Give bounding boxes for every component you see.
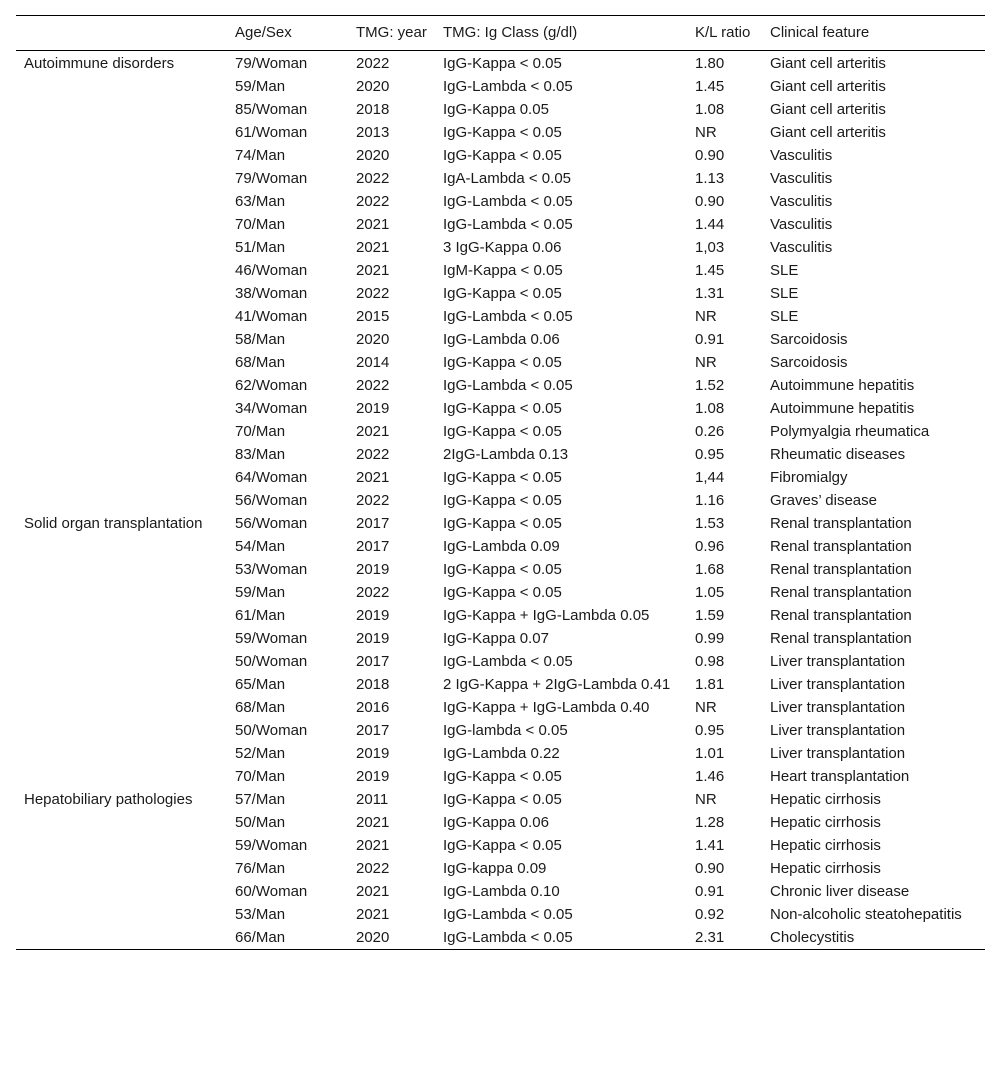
cell-kl-ratio: 1.05	[695, 584, 725, 601]
cell-clinical-feature: Liver transplantation	[770, 722, 906, 739]
cell-ig-class: IgA-Lambda < 0.05	[443, 170, 572, 187]
group-label	[16, 420, 227, 443]
cell-tmg-year: 2022	[356, 193, 390, 210]
cell-ig-class: IgG-Kappa < 0.05	[443, 837, 562, 854]
cell-tmg-year: 2020	[356, 78, 390, 95]
table-row	[16, 420, 985, 443]
cell-kl-ratio: 1.28	[695, 814, 725, 831]
cell-kl-ratio: 0.91	[695, 331, 725, 348]
cell-tmg-year: 2019	[356, 768, 390, 785]
cell-kl-ratio: 0.26	[695, 423, 725, 440]
cell-age-sex: 74/Man	[235, 147, 286, 164]
cell-ig-class: IgG-Kappa < 0.05	[443, 285, 562, 302]
cell-age-sex: 58/Man	[235, 331, 286, 348]
table-row	[16, 167, 985, 190]
group-label	[16, 604, 227, 627]
cell-clinical-feature: Vasculitis	[770, 193, 833, 210]
cell-age-sex: 61/Man	[235, 607, 286, 624]
table-row	[16, 397, 985, 420]
cell-clinical-feature: Hepatic cirrhosis	[770, 837, 881, 854]
cell-age-sex: 50/Woman	[235, 722, 308, 739]
group-label	[16, 190, 227, 213]
cell-age-sex: 59/Man	[235, 584, 286, 601]
group-label	[16, 535, 227, 558]
cell-clinical-feature: Vasculitis	[770, 216, 833, 233]
table-row	[16, 742, 985, 765]
cell-ig-class: IgG-Kappa < 0.05	[443, 791, 562, 808]
cell-ig-class: IgG-Kappa < 0.05	[443, 55, 562, 72]
cell-tmg-year: 2011	[356, 791, 389, 808]
cell-age-sex: 64/Woman	[235, 469, 308, 486]
table-row	[16, 811, 985, 834]
cell-kl-ratio: 1.46	[695, 768, 725, 785]
cell-age-sex: 59/Man	[235, 78, 286, 95]
group-label	[16, 282, 227, 305]
cell-clinical-feature: Giant cell arteritis	[770, 124, 886, 141]
group-label	[16, 121, 227, 144]
cell-clinical-feature: Heart transplantation	[770, 768, 910, 785]
cell-age-sex: 83/Man	[235, 446, 286, 463]
cell-tmg-year: 2014	[356, 354, 390, 371]
cell-kl-ratio: 1,03	[695, 239, 725, 256]
cell-tmg-year: 2021	[356, 262, 390, 279]
cell-clinical-feature: Renal transplantation	[770, 515, 912, 532]
table-row	[16, 190, 985, 213]
group-label	[16, 259, 227, 282]
cell-ig-class: IgG-Lambda 0.22	[443, 745, 560, 762]
table-row	[16, 926, 985, 950]
cell-tmg-year: 2022	[356, 584, 390, 601]
cell-clinical-feature: Liver transplantation	[770, 745, 906, 762]
table-row	[16, 627, 985, 650]
group-label	[16, 926, 227, 950]
cell-kl-ratio: 1.01	[695, 745, 725, 762]
cell-tmg-year: 2017	[356, 515, 390, 532]
cell-clinical-feature: SLE	[770, 308, 799, 325]
cell-tmg-year: 2013	[356, 124, 390, 141]
cell-age-sex: 70/Man	[235, 216, 286, 233]
cell-clinical-feature: Graves’ disease	[770, 492, 877, 509]
cell-ig-class: IgG-Kappa + IgG-Lambda 0.05	[443, 607, 650, 624]
cell-clinical-feature: Renal transplantation	[770, 538, 912, 555]
cell-clinical-feature: Liver transplantation	[770, 699, 906, 716]
cell-age-sex: 68/Man	[235, 354, 286, 371]
cell-ig-class: IgG-Lambda < 0.05	[443, 377, 573, 394]
cell-clinical-feature: Hepatic cirrhosis	[770, 814, 881, 831]
cell-kl-ratio: 1.59	[695, 607, 725, 624]
cell-tmg-year: 2015	[356, 308, 390, 325]
cell-age-sex: 65/Man	[235, 676, 286, 693]
cell-age-sex: 50/Man	[235, 814, 286, 831]
cell-kl-ratio: 1.13	[695, 170, 725, 187]
group-label	[16, 213, 227, 236]
cell-age-sex: 52/Man	[235, 745, 286, 762]
group-label	[16, 351, 227, 374]
cell-clinical-feature: Cholecystitis	[770, 929, 855, 946]
cell-ig-class: IgG-Kappa < 0.05	[443, 400, 562, 417]
group-label	[16, 650, 227, 673]
header-ig-class: TMG: Ig Class (g/dl)	[443, 24, 578, 41]
cell-ig-class: IgG-Kappa < 0.05	[443, 124, 562, 141]
cell-age-sex: 41/Woman	[235, 308, 308, 325]
cell-kl-ratio: 1.53	[695, 515, 725, 532]
cell-ig-class: IgG-Lambda < 0.05	[443, 193, 573, 210]
cell-age-sex: 56/Woman	[235, 492, 308, 509]
table-row	[16, 857, 985, 880]
cell-tmg-year: 2021	[356, 837, 390, 854]
cell-age-sex: 61/Woman	[235, 124, 308, 141]
cell-ig-class: IgG-Lambda < 0.05	[443, 906, 573, 923]
cell-ig-class: IgG-Lambda < 0.05	[443, 216, 573, 233]
table-row	[16, 719, 985, 742]
cell-kl-ratio: 0.99	[695, 630, 725, 647]
cell-ig-class: IgG-Lambda < 0.05	[443, 78, 573, 95]
table-row	[16, 121, 985, 144]
table-body	[16, 51, 985, 950]
cell-tmg-year: 2020	[356, 147, 390, 164]
cell-ig-class: 3 IgG-Kappa 0.06	[443, 239, 562, 256]
group-label	[16, 489, 227, 512]
cell-tmg-year: 2020	[356, 929, 390, 946]
cell-age-sex: 63/Man	[235, 193, 286, 210]
cell-ig-class: 2IgG-Lambda 0.13	[443, 446, 569, 463]
group-label	[16, 374, 227, 397]
table-row	[16, 903, 985, 926]
table-row	[16, 650, 985, 673]
group-label	[16, 98, 227, 121]
cell-kl-ratio: 0.95	[695, 722, 725, 739]
cell-ig-class: IgG-Lambda < 0.05	[443, 653, 573, 670]
group-label: Autoimmune disorders	[24, 55, 175, 72]
patients-table	[16, 15, 985, 950]
cell-age-sex: 85/Woman	[235, 101, 308, 118]
header-age-sex: Age/Sex	[235, 24, 292, 41]
header-group	[16, 16, 227, 51]
table-row	[16, 144, 985, 167]
cell-ig-class: IgG-Kappa 0.05	[443, 101, 549, 118]
cell-age-sex: 79/Woman	[235, 55, 308, 72]
table-row	[16, 98, 985, 121]
group-label	[16, 167, 227, 190]
cell-ig-class: IgG-lambda < 0.05	[443, 722, 568, 739]
cell-age-sex: 57/Man	[235, 791, 286, 808]
cell-age-sex: 79/Woman	[235, 170, 308, 187]
table-row	[16, 236, 985, 259]
cell-kl-ratio: NR	[695, 308, 717, 325]
cell-tmg-year: 2022	[356, 860, 390, 877]
group-label	[16, 328, 227, 351]
cell-ig-class: IgG-Kappa < 0.05	[443, 492, 562, 509]
cell-tmg-year: 2019	[356, 745, 390, 762]
cell-ig-class: IgG-Kappa < 0.05	[443, 768, 562, 785]
table-row	[16, 581, 985, 604]
cell-clinical-feature: SLE	[770, 262, 799, 279]
cell-age-sex: 38/Woman	[235, 285, 308, 302]
cell-kl-ratio: 1.31	[695, 285, 725, 302]
table-row	[16, 466, 985, 489]
cell-ig-class: IgG-Lambda 0.09	[443, 538, 560, 555]
cell-tmg-year: 2021	[356, 906, 390, 923]
cell-tmg-year: 2016	[356, 699, 390, 716]
cell-clinical-feature: Autoimmune hepatitis	[770, 400, 915, 417]
cell-clinical-feature: Non-alcoholic steatohepatitis	[770, 906, 962, 923]
group-label	[16, 144, 227, 167]
cell-kl-ratio: 0.90	[695, 147, 725, 164]
cell-kl-ratio: 0.95	[695, 446, 725, 463]
table-row	[16, 51, 985, 76]
cell-clinical-feature: Hepatic cirrhosis	[770, 860, 881, 877]
cell-kl-ratio: 1,44	[695, 469, 725, 486]
cell-age-sex: 50/Woman	[235, 653, 308, 670]
cell-tmg-year: 2017	[356, 722, 390, 739]
cell-tmg-year: 2018	[356, 101, 390, 118]
cell-age-sex: 53/Man	[235, 906, 286, 923]
cell-age-sex: 59/Woman	[235, 837, 308, 854]
cell-clinical-feature: Liver transplantation	[770, 653, 906, 670]
cell-kl-ratio: 1.08	[695, 400, 725, 417]
group-label	[16, 719, 227, 742]
cell-tmg-year: 2019	[356, 561, 390, 578]
group-label	[16, 443, 227, 466]
cell-clinical-feature: SLE	[770, 285, 799, 302]
group-label	[16, 75, 227, 98]
table-row	[16, 443, 985, 466]
cell-kl-ratio: 1.08	[695, 101, 725, 118]
cell-age-sex: 56/Woman	[235, 515, 308, 532]
cell-clinical-feature: Rheumatic diseases	[770, 446, 906, 463]
table-header	[16, 16, 985, 51]
header-clinical-feature: Clinical feature	[770, 24, 870, 41]
cell-age-sex: 54/Man	[235, 538, 286, 555]
group-label	[16, 765, 227, 788]
header-kl-ratio: K/L ratio	[695, 24, 751, 41]
cell-clinical-feature: Giant cell arteritis	[770, 101, 886, 118]
cell-tmg-year: 2021	[356, 423, 390, 440]
cell-tmg-year: 2018	[356, 676, 390, 693]
table-row	[16, 558, 985, 581]
cell-kl-ratio: NR	[695, 354, 717, 371]
cell-clinical-feature: Giant cell arteritis	[770, 78, 886, 95]
cell-age-sex: 70/Man	[235, 768, 286, 785]
cell-kl-ratio: 0.91	[695, 883, 725, 900]
cell-tmg-year: 2021	[356, 883, 390, 900]
cell-kl-ratio: 1.41	[695, 837, 725, 854]
cell-age-sex: 34/Woman	[235, 400, 308, 417]
cell-kl-ratio: 1.68	[695, 561, 725, 578]
cell-kl-ratio: 1.81	[695, 676, 725, 693]
table-row	[16, 535, 985, 558]
cell-tmg-year: 2021	[356, 469, 390, 486]
table-row	[16, 213, 985, 236]
cell-ig-class: IgG-Lambda 0.10	[443, 883, 560, 900]
cell-tmg-year: 2017	[356, 653, 390, 670]
group-label	[16, 627, 227, 650]
cell-clinical-feature: Sarcoidosis	[770, 331, 848, 348]
group-label: Solid organ transplantation	[24, 515, 203, 532]
cell-age-sex: 60/Woman	[235, 883, 308, 900]
table-row	[16, 696, 985, 719]
group-label	[16, 880, 227, 903]
group-label	[16, 236, 227, 259]
group-label	[16, 857, 227, 880]
cell-clinical-feature: Vasculitis	[770, 170, 833, 187]
table-row	[16, 328, 985, 351]
cell-tmg-year: 2021	[356, 239, 390, 256]
cell-tmg-year: 2019	[356, 630, 390, 647]
cell-ig-class: IgG-Kappa < 0.05	[443, 561, 562, 578]
table-row	[16, 75, 985, 98]
cell-kl-ratio: 1.52	[695, 377, 725, 394]
cell-kl-ratio: 0.96	[695, 538, 725, 555]
header-tmg-year: TMG: year	[356, 24, 427, 41]
cell-tmg-year: 2019	[356, 400, 390, 417]
cell-age-sex: 59/Woman	[235, 630, 308, 647]
cell-age-sex: 46/Woman	[235, 262, 308, 279]
cell-age-sex: 51/Man	[235, 239, 286, 256]
cell-clinical-feature: Polymyalgia rheumatica	[770, 423, 930, 440]
cell-ig-class: IgG-Kappa < 0.05	[443, 584, 562, 601]
table-row	[16, 489, 985, 512]
group-label	[16, 558, 227, 581]
group-label	[16, 834, 227, 857]
cell-clinical-feature: Fibromialgy	[770, 469, 848, 486]
group-label	[16, 397, 227, 420]
cell-ig-class: IgG-Kappa < 0.05	[443, 354, 562, 371]
cell-age-sex: 70/Man	[235, 423, 286, 440]
cell-clinical-feature: Vasculitis	[770, 239, 833, 256]
cell-tmg-year: 2022	[356, 170, 390, 187]
cell-ig-class: 2 IgG-Kappa + 2IgG-Lambda 0.41	[443, 676, 671, 693]
cell-ig-class: IgG-Lambda < 0.05	[443, 929, 573, 946]
cell-tmg-year: 2021	[356, 216, 390, 233]
cell-tmg-year: 2022	[356, 377, 390, 394]
group-label	[16, 581, 227, 604]
cell-kl-ratio: 1.45	[695, 78, 725, 95]
cell-clinical-feature: Sarcoidosis	[770, 354, 848, 371]
cell-clinical-feature: Giant cell arteritis	[770, 55, 886, 72]
cell-age-sex: 68/Man	[235, 699, 286, 716]
group-label	[16, 903, 227, 926]
cell-tmg-year: 2019	[356, 607, 390, 624]
cell-age-sex: 62/Woman	[235, 377, 308, 394]
cell-kl-ratio: 0.90	[695, 193, 725, 210]
cell-ig-class: IgG-Kappa 0.06	[443, 814, 549, 831]
cell-tmg-year: 2022	[356, 446, 390, 463]
cell-kl-ratio: 1.80	[695, 55, 725, 72]
table-row	[16, 305, 985, 328]
table-row	[16, 880, 985, 903]
table-row	[16, 788, 985, 811]
cell-kl-ratio: NR	[695, 699, 717, 716]
group-label	[16, 696, 227, 719]
cell-clinical-feature: Liver transplantation	[770, 676, 906, 693]
cell-clinical-feature: Hepatic cirrhosis	[770, 791, 881, 808]
cell-ig-class: IgG-Kappa < 0.05	[443, 147, 562, 164]
group-label	[16, 811, 227, 834]
cell-clinical-feature: Vasculitis	[770, 147, 833, 164]
cell-kl-ratio: 2.31	[695, 929, 725, 946]
cell-ig-class: IgG-Kappa < 0.05	[443, 423, 562, 440]
cell-ig-class: IgG-Lambda < 0.05	[443, 308, 573, 325]
group-label	[16, 466, 227, 489]
cell-kl-ratio: 0.98	[695, 653, 725, 670]
cell-age-sex: 66/Man	[235, 929, 286, 946]
cell-ig-class: IgG-Kappa < 0.05	[443, 469, 562, 486]
cell-ig-class: IgG-kappa 0.09	[443, 860, 547, 877]
table-row	[16, 374, 985, 397]
table-row	[16, 282, 985, 305]
cell-kl-ratio: 0.90	[695, 860, 725, 877]
cell-ig-class: IgM-Kappa < 0.05	[443, 262, 563, 279]
cell-kl-ratio: 1.45	[695, 262, 725, 279]
cell-ig-class: IgG-Kappa < 0.05	[443, 515, 562, 532]
cell-ig-class: IgG-Kappa + IgG-Lambda 0.40	[443, 699, 650, 716]
cell-age-sex: 53/Woman	[235, 561, 308, 578]
table-row	[16, 673, 985, 696]
cell-age-sex: 76/Man	[235, 860, 286, 877]
cell-tmg-year: 2017	[356, 538, 390, 555]
cell-tmg-year: 2022	[356, 492, 390, 509]
cell-kl-ratio: NR	[695, 124, 717, 141]
cell-kl-ratio: 1.16	[695, 492, 725, 509]
cell-clinical-feature: Renal transplantation	[770, 584, 912, 601]
cell-clinical-feature: Autoimmune hepatitis	[770, 377, 915, 394]
header-row	[16, 16, 985, 51]
table-row	[16, 512, 985, 535]
cell-kl-ratio: 0.92	[695, 906, 725, 923]
group-label	[16, 305, 227, 328]
cell-tmg-year: 2021	[356, 814, 390, 831]
cell-clinical-feature: Renal transplantation	[770, 607, 912, 624]
cell-ig-class: IgG-Lambda 0.06	[443, 331, 560, 348]
cell-clinical-feature: Chronic liver disease	[770, 883, 910, 900]
cell-kl-ratio: NR	[695, 791, 717, 808]
cell-ig-class: IgG-Kappa 0.07	[443, 630, 549, 647]
table-row	[16, 259, 985, 282]
cell-clinical-feature: Renal transplantation	[770, 561, 912, 578]
table-row	[16, 604, 985, 627]
table-row	[16, 765, 985, 788]
group-label	[16, 673, 227, 696]
cell-tmg-year: 2022	[356, 285, 390, 302]
cell-tmg-year: 2020	[356, 331, 390, 348]
cell-clinical-feature: Renal transplantation	[770, 630, 912, 647]
cell-kl-ratio: 1.44	[695, 216, 725, 233]
cell-tmg-year: 2022	[356, 55, 390, 72]
table-row	[16, 351, 985, 374]
table-row	[16, 834, 985, 857]
group-label	[16, 742, 227, 765]
group-label: Hepatobiliary pathologies	[24, 791, 193, 808]
